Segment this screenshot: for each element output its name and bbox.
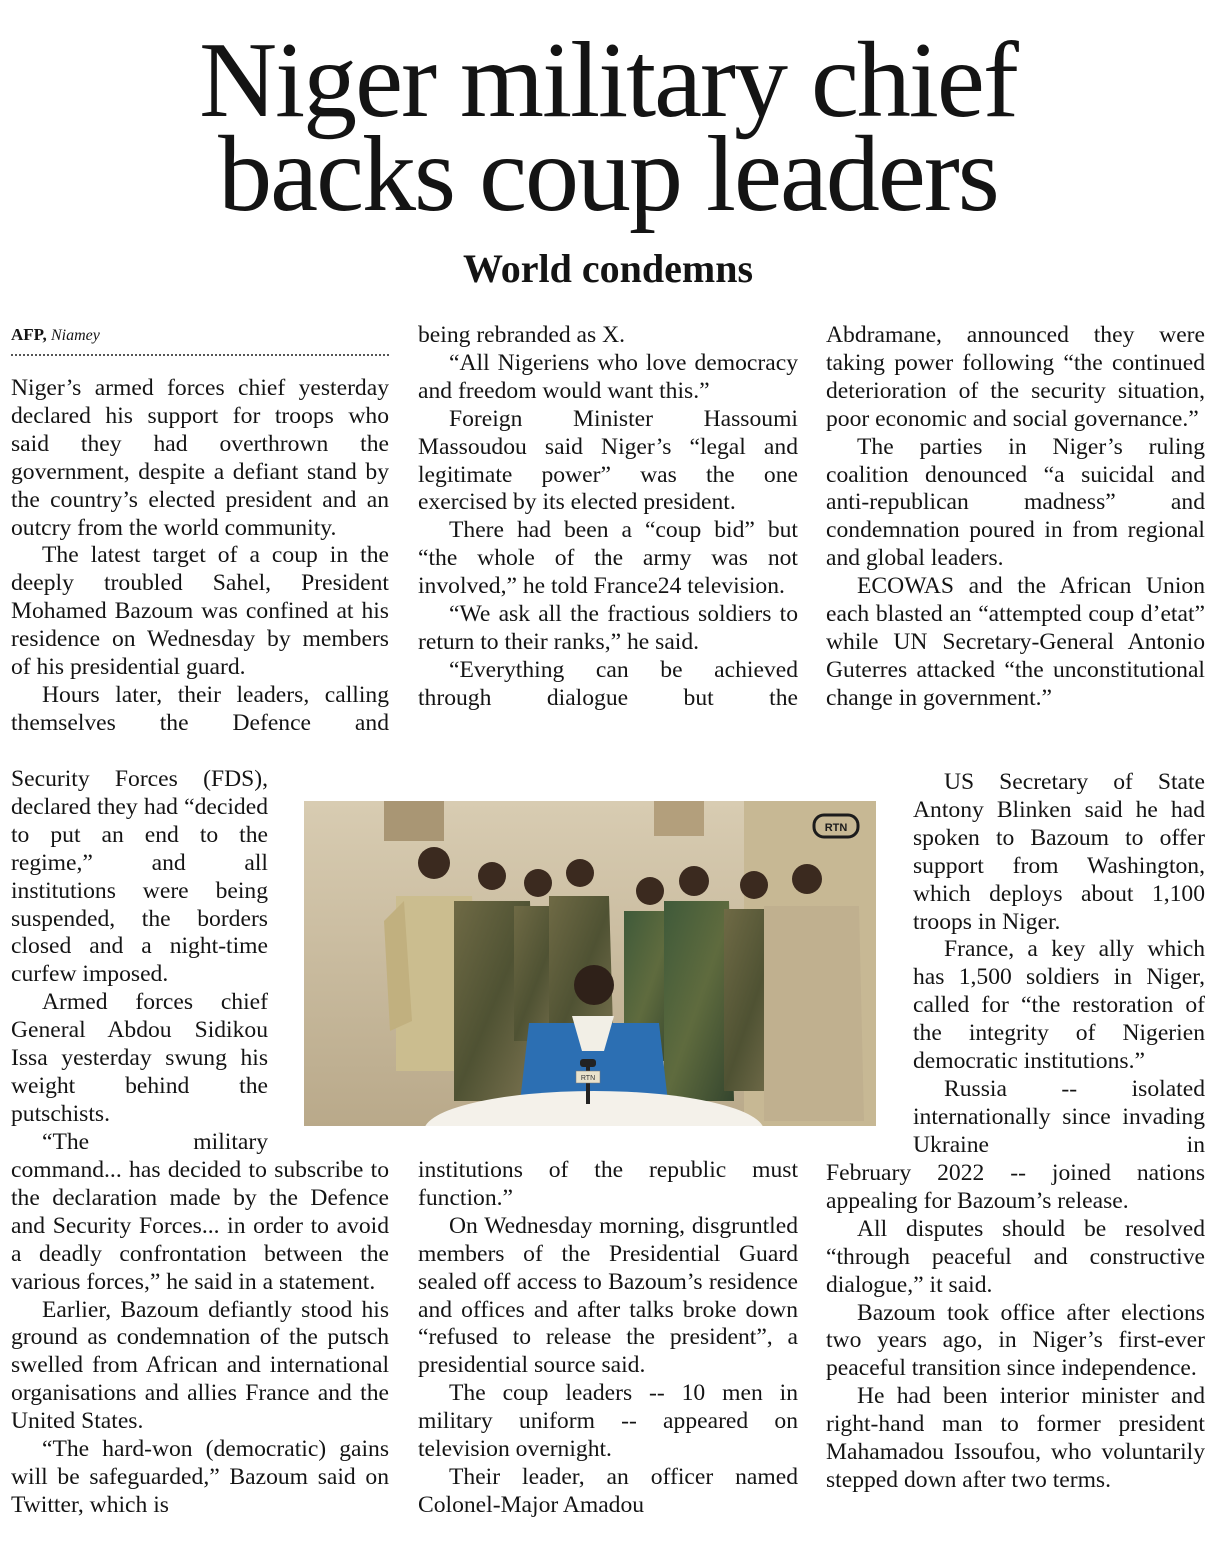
paragraph: Hours later, their leaders, calling themselves the Defence and xyxy=(11,681,389,736)
article-column-3 xyxy=(826,322,1205,713)
paragraph: ECOWAS and the African Union each blasted an “attempted coup d’etat” while UN Secretary-General Antonio Guterres attacked “the unconstitutional change in government.” xyxy=(826,573,1205,711)
article-column-3-wrap xyxy=(913,769,1205,1160)
headline-line-1: Niger military chief xyxy=(199,21,1017,140)
paragraph: “The military xyxy=(42,1128,268,1155)
paragraph: Armed forces chief General Abdou Sidikou Issa yesterday swung his weight behind the putschists. xyxy=(11,989,268,1127)
byline-agency: AFP, xyxy=(11,325,47,344)
paragraph: The latest target of a coup in the deeply troubled Sahel, President Mohamed Bazoum was confined at his residence on Wednesday by members of his presidential guard. xyxy=(11,542,389,681)
paragraph: Russia -- isolated internationally since invading Ukraine in xyxy=(913,1075,1205,1158)
paragraph: Earlier, Bazoum defiantly stood his ground as condemnation of the putsch swelled from African and international organisations and allies France and the United States. xyxy=(11,1296,389,1435)
paragraph: command... has decided to subscribe to the declaration made by the Defence and Security Forces... in order to avoid a deadly confrontation between the various forces,” he said in a statement. xyxy=(11,1157,389,1295)
paragraph: Bazoum took office after elections two years ago, in Niger’s first-ever peaceful transition since independence. xyxy=(826,1299,1205,1382)
paragraph: “We ask all the fractious soldiers to return to their ranks,” he said. xyxy=(418,601,798,655)
article-column-1-lower xyxy=(11,1157,389,1520)
paragraph: The parties in Niger’s ruling coalition denounced “a suicidal and anti-republican madness” and condemnation poured in from regional and global leaders. xyxy=(826,433,1205,572)
article-column-1-wrap xyxy=(11,766,268,1157)
article-column-3-lower xyxy=(826,1160,1205,1495)
svg-text:RTN: RTN xyxy=(580,1075,596,1082)
paragraph: He had been interior minister and right-hand man to former president Mahamadou Issoufou, who voluntarily stepped down after two terms. xyxy=(826,1383,1205,1493)
byline xyxy=(11,322,389,349)
paragraph: On Wednesday morning, disgruntled members of the Presidential Guard sealed off access to Bazoum’s residence and offices and after talks broke down “refused to release the president”, a presidential source said. xyxy=(418,1212,798,1379)
paragraph: The coup leaders -- 10 men in military uniform -- appeared on television overnight. xyxy=(418,1380,798,1463)
paragraph: February 2022 -- joined nations appealing for Bazoum’s release. xyxy=(826,1160,1205,1214)
mic-flag xyxy=(576,1071,600,1083)
svg-text:RTN: RTN xyxy=(824,822,848,834)
byline-place: Niamey xyxy=(51,327,100,344)
news-photo xyxy=(304,801,876,1126)
paragraph: “All Nigeriens who love democracy and freedom would want this.” xyxy=(418,349,798,404)
paragraph: Niger’s armed forces chief yesterday declared his support for troops who said they had overthrown the government, despite a defiant stand by the country’s elected president and an outcry from the world community. xyxy=(11,375,389,541)
paragraph: Foreign Minister Hassoumi Massoudou said Niger’s “legal and legitimate power” was the one exercised by its elected president. xyxy=(418,405,798,516)
paragraph: There had been a “coup bid” but “the whole of the army was not involved,” he told France24 television. xyxy=(418,517,798,600)
paragraph: “Everything can be achieved through dialogue but the xyxy=(418,656,798,711)
headline-line-2: backs coup leaders xyxy=(218,115,998,234)
article-column-2-lower xyxy=(418,1157,798,1520)
paragraph: France, a key ally which has 1,500 soldiers in Niger, called for “the restoration of the integrity of Nigerien democratic institutions.” xyxy=(913,936,1205,1075)
article-column-2 xyxy=(418,322,798,713)
paragraph: Their leader, an officer named Colonel-Major Amadou xyxy=(418,1463,798,1518)
paragraph: Security Forces (FDS), declared they had “decided to put an end to the regime,” and all institutions were being suspended, the borders closed and a night-time curfew imposed. xyxy=(11,766,268,988)
article-column-1 xyxy=(11,375,389,738)
paragraph: US Secretary of State Antony Blinken said he had spoken to Bazoum to offer support from Washington, which deploys about 1,100 troops in Niger. xyxy=(913,769,1205,935)
headline xyxy=(0,21,1216,234)
subheadline: World condemns xyxy=(462,246,754,291)
paragraph: being rebranded as X. xyxy=(418,322,626,348)
byline-divider xyxy=(11,354,389,356)
paragraph: Abdramane, announced they were taking power following “the continued deterioration of the security situation, poor economic and social governance.” xyxy=(826,322,1205,432)
paragraph: “The hard-won (democratic) gains will be safeguarded,” Bazoum said on Twitter, which is xyxy=(11,1436,389,1518)
paragraph: All disputes should be resolved “through peaceful and constructive dialogue,” it said. xyxy=(826,1215,1205,1298)
paragraph: institutions of the republic must function.” xyxy=(418,1157,798,1211)
